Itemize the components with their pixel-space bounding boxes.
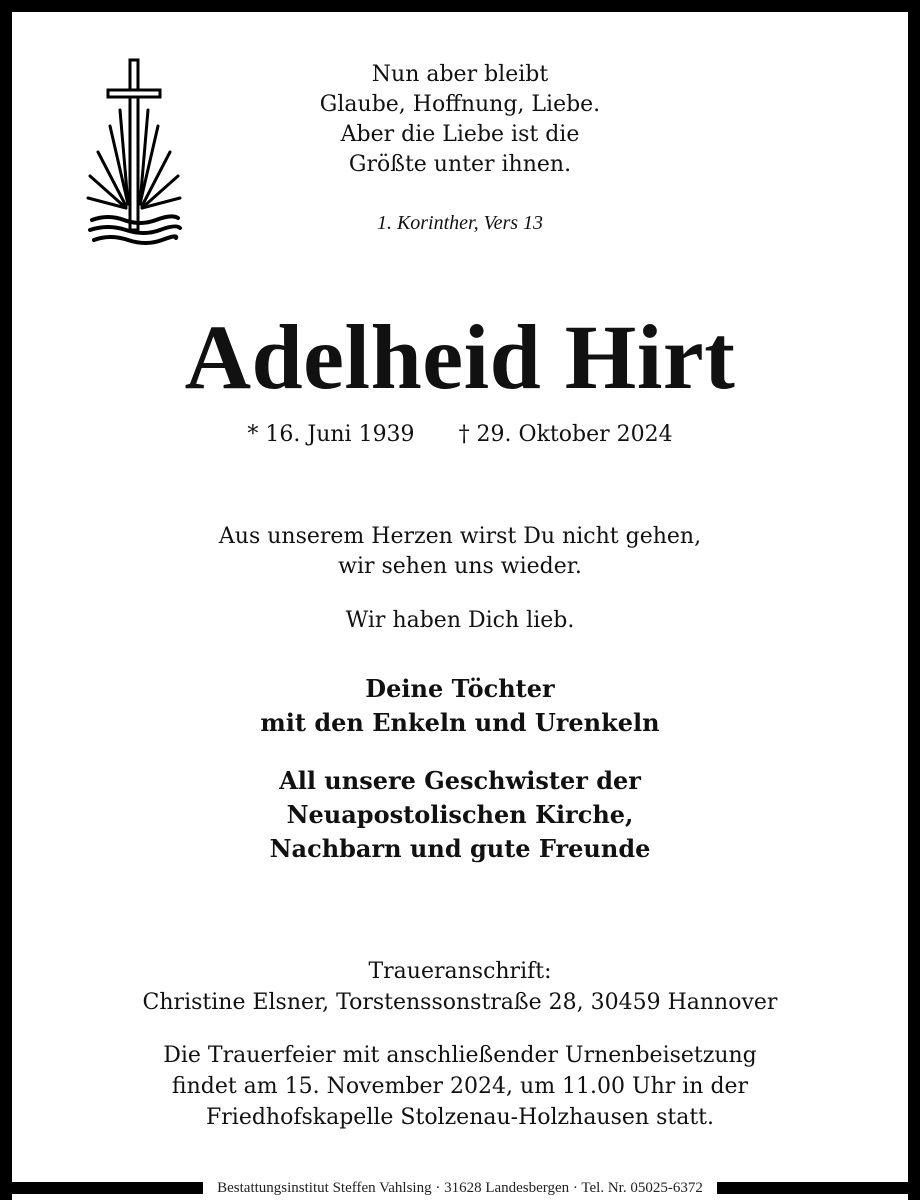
love-statement: Wir haben Dich lieb. (345, 608, 575, 633)
ceremony-line: Die Trauerfeier mit anschließender Urnenbeisetzung (163, 1043, 757, 1068)
verse-reference: 1. Korinther, Vers 13 (376, 212, 544, 234)
mourner-line: Neuapostolischen Kirche, (286, 800, 634, 829)
mourner-line: Deine Töchter (365, 674, 555, 703)
ceremony-line: Friedhofskapelle Stolzenau-Holzhausen statt. (206, 1105, 714, 1130)
verse-line: Größte unter ihnen. (348, 152, 572, 177)
footer-bar-right (717, 1182, 920, 1194)
farewell-quote (20, 522, 900, 582)
birth-date: * 16. Juni 1939 (247, 422, 415, 447)
verse-line: Nun aber bleibt (371, 62, 549, 87)
deceased-name: Adelheid Hirt (184, 306, 736, 408)
mourning-address: Christine Elsner, Torstenssonstraße 28, 30459 Hannover (142, 990, 778, 1015)
mourner-line: Nachbarn und gute Freunde (269, 834, 651, 863)
footer-bar-left (0, 1182, 203, 1194)
quote-line: wir sehen uns wieder. (338, 554, 582, 579)
funeral-home-footer (0, 1176, 920, 1200)
funeral-home-info: Bestattungsinstitut Steffen Vahlsing · 31628 Landesbergen · Tel. Nr. 05025-6372 (217, 1179, 703, 1196)
mourner-line: All unsere Geschwister der (279, 766, 641, 795)
mourners-community (20, 764, 900, 866)
cross-sunrise-emblem-icon (78, 58, 190, 250)
quote-line: Aus unserem Herzen wirst Du nicht gehen, (218, 524, 702, 549)
address-label: Traueranschrift: (368, 959, 552, 984)
verse-line: Glaube, Hoffnung, Liebe. (319, 92, 601, 117)
mourners-family (20, 672, 900, 740)
life-dates (20, 420, 900, 450)
death-date: † 29. Oktober 2024 (458, 422, 673, 447)
verse-line: Aber die Liebe ist die (340, 122, 580, 147)
mourner-line: mit den Enkeln und Urenkeln (260, 708, 660, 737)
bible-verse (240, 60, 680, 180)
ceremony-line: findet am 15. November 2024, um 11.00 Uhr in der (171, 1074, 749, 1099)
ceremony-notice (20, 1040, 900, 1133)
